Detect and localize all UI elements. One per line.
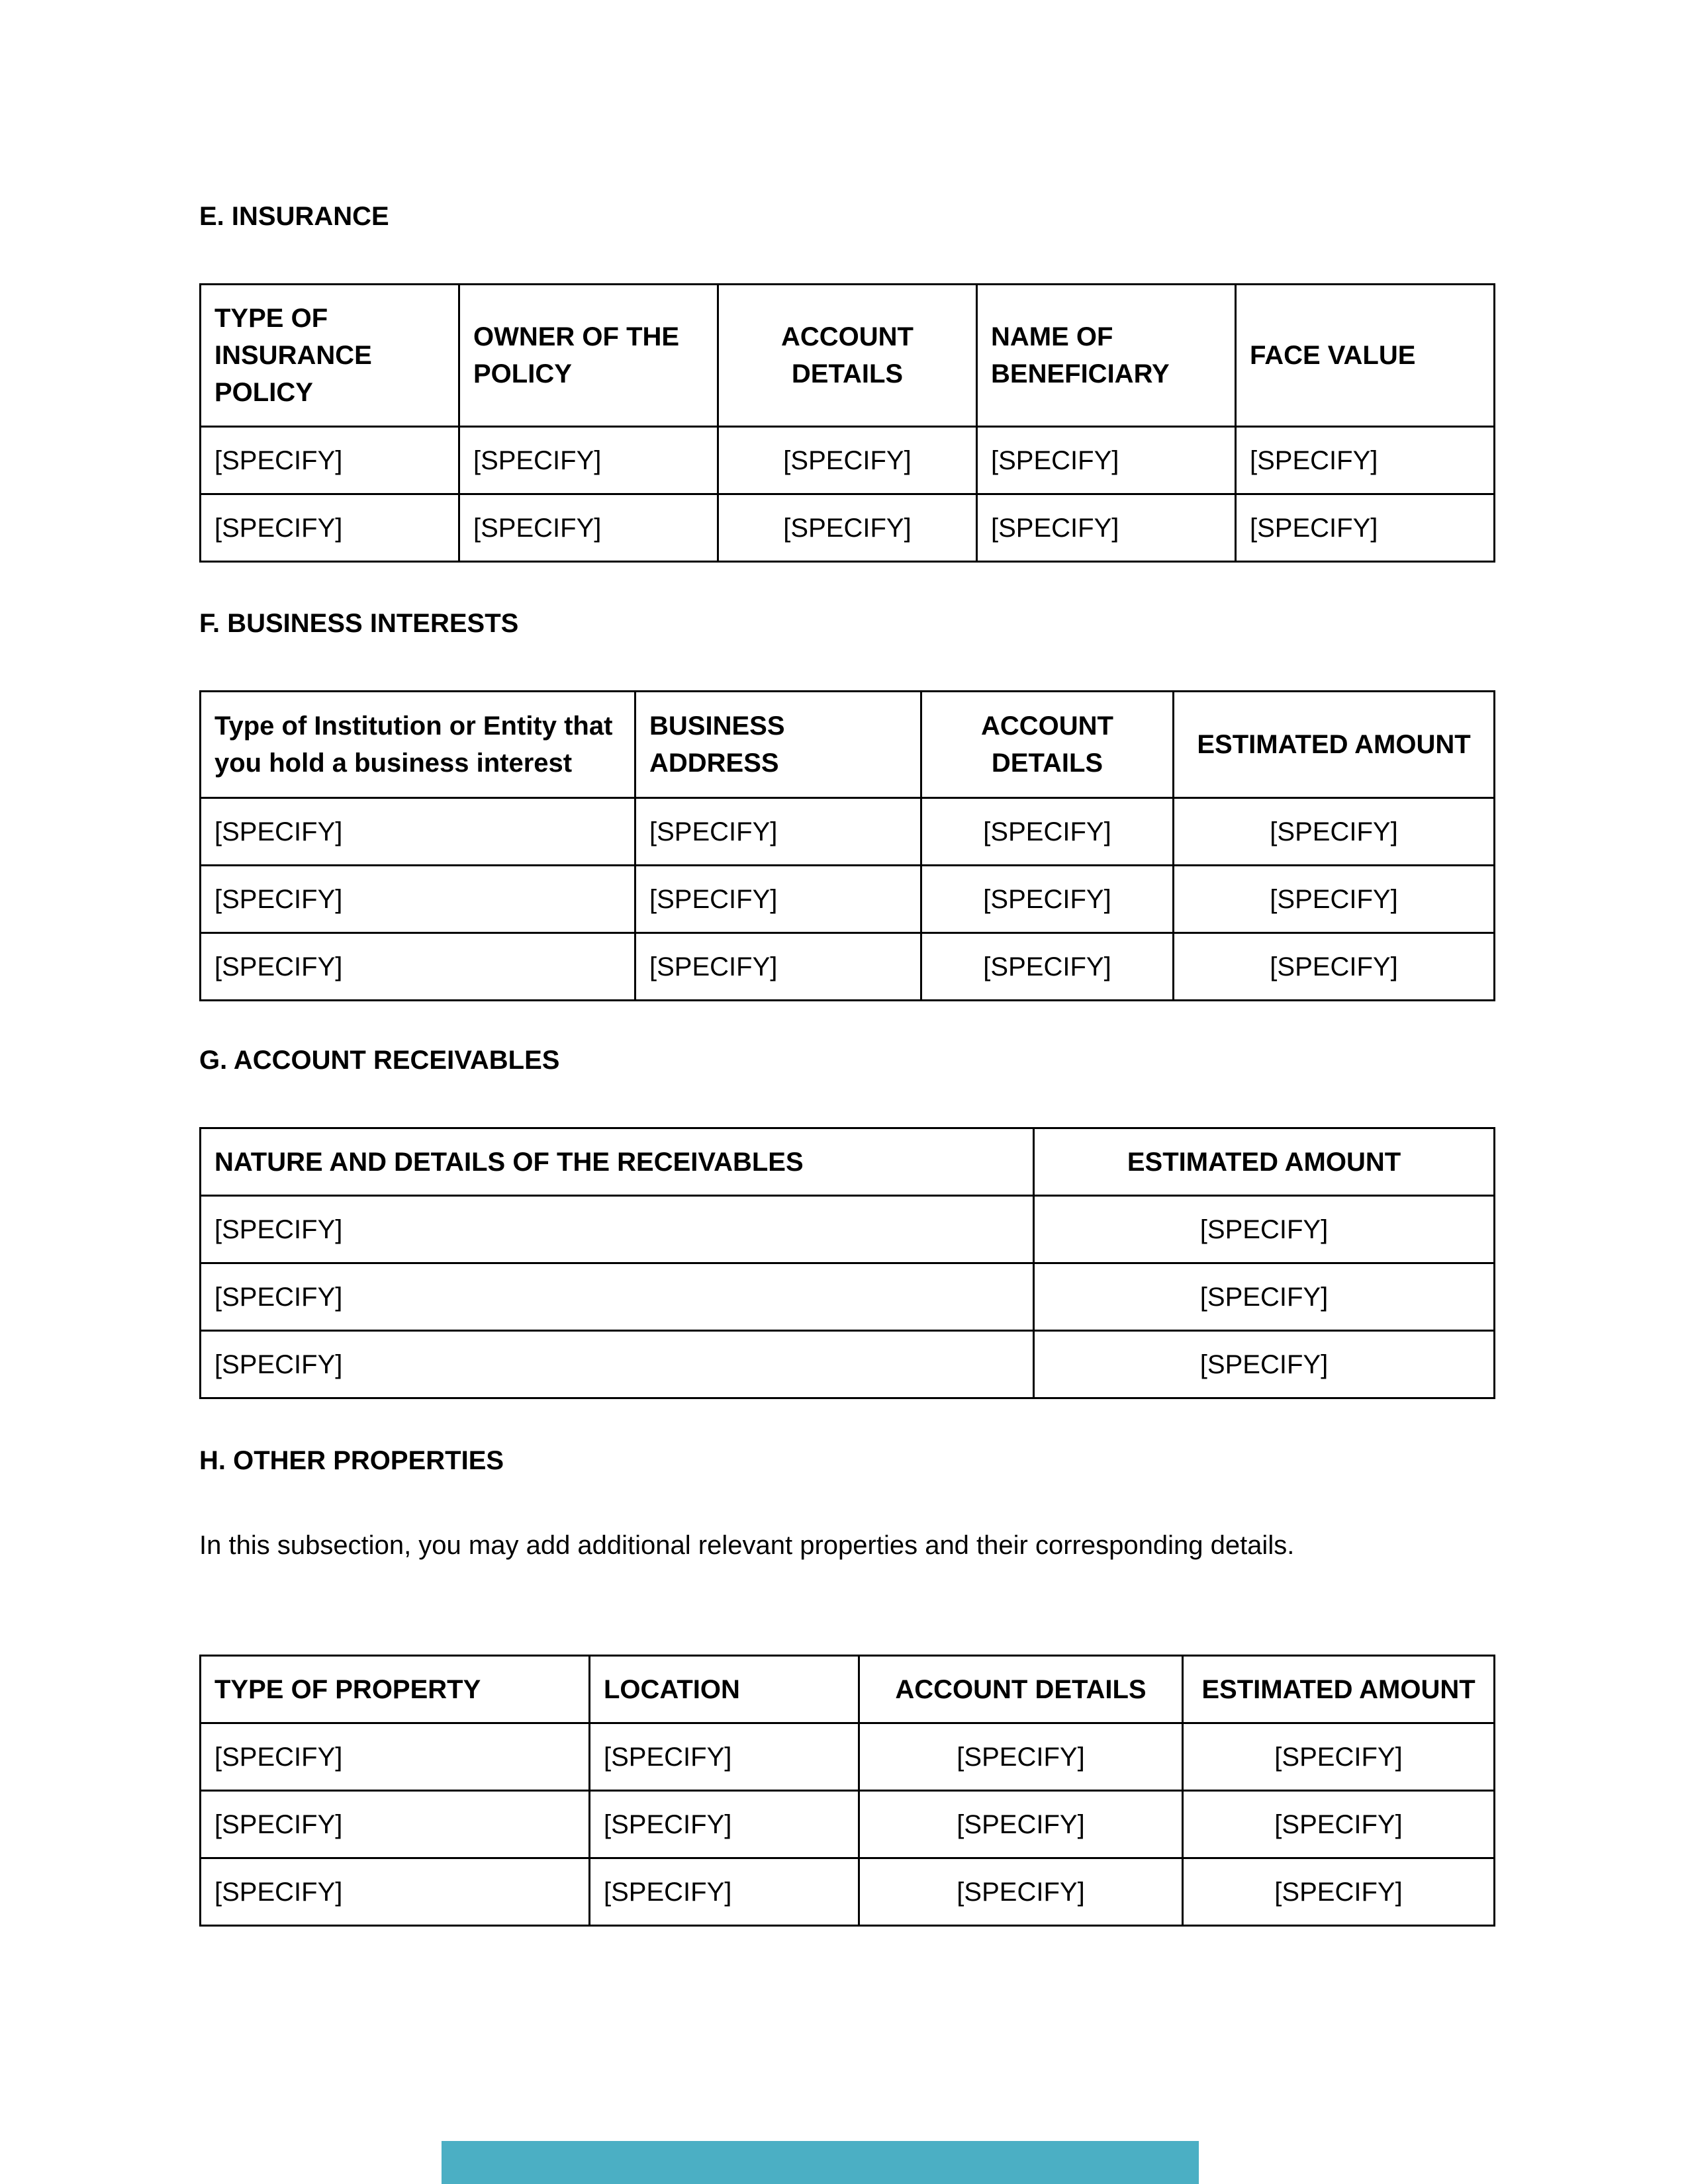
table-cell: [SPECIFY] bbox=[590, 1858, 859, 1926]
table-row bbox=[201, 427, 1495, 494]
table-cell: [SPECIFY] bbox=[201, 1263, 1034, 1331]
other-properties-table bbox=[199, 1655, 1495, 1927]
table-header-row bbox=[201, 285, 1495, 427]
table-row bbox=[201, 1196, 1495, 1263]
other-properties-intro: In this subsection, you may add additional relevant properties and their corresponding details. bbox=[199, 1531, 1295, 1560]
table-row bbox=[201, 933, 1495, 1001]
table-row bbox=[201, 798, 1495, 866]
account-receivables-table bbox=[199, 1127, 1495, 1399]
table-cell: [SPECIFY] bbox=[635, 798, 921, 866]
table-cell: [SPECIFY] bbox=[201, 1331, 1034, 1398]
account-receivables-heading: G. ACCOUNT RECEIVABLES bbox=[199, 1046, 560, 1075]
column-header: Type of Institution or Entity that you hold a business interest bbox=[201, 692, 635, 798]
table-header-row bbox=[201, 1128, 1495, 1196]
table-cell: [SPECIFY] bbox=[1034, 1331, 1495, 1398]
column-header: ESTIMATED AMOUNT bbox=[1034, 1128, 1495, 1196]
table-cell: [SPECIFY] bbox=[459, 427, 718, 494]
table-header-row bbox=[201, 1656, 1495, 1723]
table-cell: [SPECIFY] bbox=[590, 1723, 859, 1791]
table-cell: [SPECIFY] bbox=[921, 866, 1174, 933]
table-cell: [SPECIFY] bbox=[201, 427, 459, 494]
table-row bbox=[201, 1331, 1495, 1398]
table-row bbox=[201, 494, 1495, 562]
column-header: ACCOUNT DETAILS bbox=[921, 692, 1174, 798]
table-cell: [SPECIFY] bbox=[718, 494, 977, 562]
table-cell: [SPECIFY] bbox=[1183, 1723, 1495, 1791]
table-cell: [SPECIFY] bbox=[977, 494, 1236, 562]
business-interests-table bbox=[199, 690, 1495, 1001]
table-cell: [SPECIFY] bbox=[1174, 866, 1495, 933]
table-cell: [SPECIFY] bbox=[1174, 798, 1495, 866]
column-header: NATURE AND DETAILS OF THE RECEIVABLES bbox=[201, 1128, 1034, 1196]
table-cell: [SPECIFY] bbox=[718, 427, 977, 494]
table-cell: [SPECIFY] bbox=[201, 866, 635, 933]
table-cell: [SPECIFY] bbox=[201, 1791, 590, 1858]
column-header: NAME OF BENEFICIARY bbox=[977, 285, 1236, 427]
table-cell: [SPECIFY] bbox=[459, 494, 718, 562]
table-cell: [SPECIFY] bbox=[921, 933, 1174, 1001]
table-cell: [SPECIFY] bbox=[1183, 1858, 1495, 1926]
table-cell: [SPECIFY] bbox=[977, 427, 1236, 494]
insurance-table bbox=[199, 283, 1495, 563]
table-cell: [SPECIFY] bbox=[635, 933, 921, 1001]
table-row bbox=[201, 1723, 1495, 1791]
business-interests-heading: F. BUSINESS INTERESTS bbox=[199, 609, 519, 638]
column-header: FACE VALUE bbox=[1236, 285, 1495, 427]
table-row bbox=[201, 1791, 1495, 1858]
table-header-row bbox=[201, 692, 1495, 798]
table-cell: [SPECIFY] bbox=[859, 1858, 1183, 1926]
table-cell: [SPECIFY] bbox=[1174, 933, 1495, 1001]
footer-accent-bar bbox=[442, 2141, 1199, 2184]
table-cell: [SPECIFY] bbox=[201, 933, 635, 1001]
table-cell: [SPECIFY] bbox=[1236, 494, 1495, 562]
column-header: ACCOUNT DETAILS bbox=[859, 1656, 1183, 1723]
table-cell: [SPECIFY] bbox=[859, 1791, 1183, 1858]
table-row bbox=[201, 866, 1495, 933]
column-header: ESTIMATED AMOUNT bbox=[1174, 692, 1495, 798]
table-cell: [SPECIFY] bbox=[201, 494, 459, 562]
column-header: ACCOUNT DETAILS bbox=[718, 285, 977, 427]
table-cell: [SPECIFY] bbox=[859, 1723, 1183, 1791]
table-cell: [SPECIFY] bbox=[201, 1723, 590, 1791]
column-header: ESTIMATED AMOUNT bbox=[1183, 1656, 1495, 1723]
column-header: OWNER OF THE POLICY bbox=[459, 285, 718, 427]
table-cell: [SPECIFY] bbox=[201, 1858, 590, 1926]
other-properties-heading: H. OTHER PROPERTIES bbox=[199, 1446, 504, 1475]
table-cell: [SPECIFY] bbox=[635, 866, 921, 933]
table-row bbox=[201, 1858, 1495, 1926]
insurance-heading: E. INSURANCE bbox=[199, 202, 389, 231]
table-cell: [SPECIFY] bbox=[921, 798, 1174, 866]
table-cell: [SPECIFY] bbox=[1034, 1263, 1495, 1331]
table-cell: [SPECIFY] bbox=[1183, 1791, 1495, 1858]
table-cell: [SPECIFY] bbox=[590, 1791, 859, 1858]
column-header: TYPE OF PROPERTY bbox=[201, 1656, 590, 1723]
table-cell: [SPECIFY] bbox=[201, 1196, 1034, 1263]
table-cell: [SPECIFY] bbox=[201, 798, 635, 866]
column-header: LOCATION bbox=[590, 1656, 859, 1723]
table-row bbox=[201, 1263, 1495, 1331]
table-cell: [SPECIFY] bbox=[1236, 427, 1495, 494]
column-header: BUSINESS ADDRESS bbox=[635, 692, 921, 798]
table-cell: [SPECIFY] bbox=[1034, 1196, 1495, 1263]
column-header: TYPE OF INSURANCE POLICY bbox=[201, 285, 459, 427]
